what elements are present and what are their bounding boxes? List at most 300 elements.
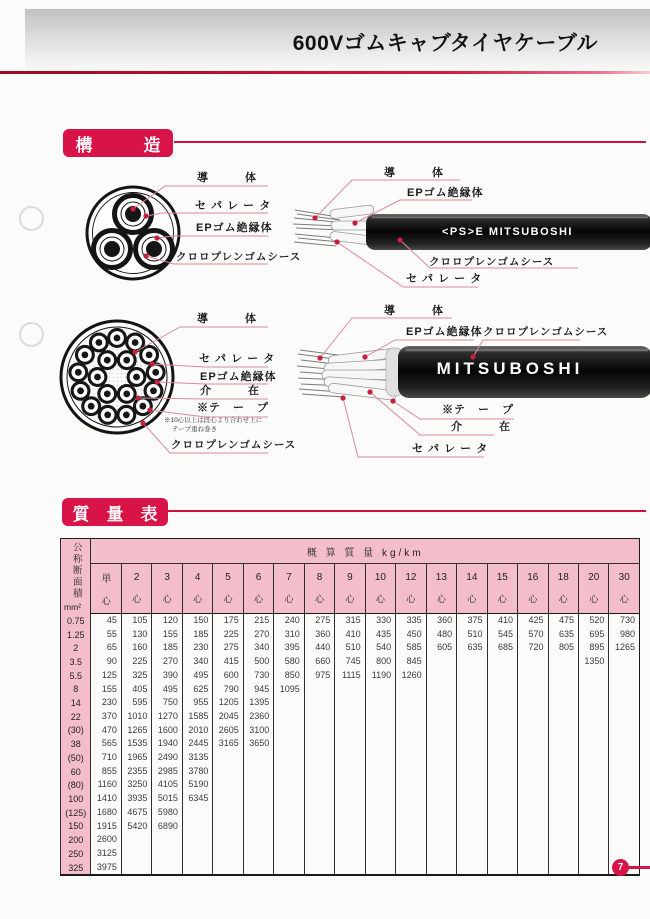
mass-value <box>213 792 243 806</box>
mass-value <box>457 737 487 751</box>
mass-value <box>121 861 151 876</box>
mass-value <box>274 847 304 861</box>
mass-value <box>548 806 578 820</box>
size-label: 14 <box>61 696 91 710</box>
mass-value: 4675 <box>121 806 151 820</box>
mass-value <box>426 847 456 861</box>
size-label: 200 <box>61 833 91 847</box>
mass-value: 185 <box>182 628 212 642</box>
cable-print-large: MITSUBOSHI <box>436 359 584 378</box>
structure-section-header: 構 造 <box>63 129 173 157</box>
mass-value <box>304 778 334 792</box>
size-label: 22 <box>61 710 91 724</box>
mass-value: 1680 <box>91 806 121 820</box>
mass-value <box>457 669 487 683</box>
mass-value <box>396 724 426 738</box>
mass-value: 405 <box>121 683 151 697</box>
mass-value: 845 <box>396 655 426 669</box>
mass-value: 275 <box>213 641 243 655</box>
mass-value: 425 <box>518 614 548 628</box>
mass-value: 3135 <box>182 751 212 765</box>
mass-value <box>213 765 243 779</box>
mass-value: 130 <box>121 628 151 642</box>
mass-value: 510 <box>335 641 365 655</box>
mass-value <box>518 861 548 876</box>
mass-value <box>426 724 456 738</box>
mass-value <box>335 820 365 834</box>
mass-value <box>457 765 487 779</box>
core-count-header: 16 心 <box>518 564 548 614</box>
mass-table-row <box>61 792 640 806</box>
mass-value: 805 <box>548 641 578 655</box>
mass-value <box>609 683 640 697</box>
mass-value <box>243 847 273 861</box>
mass-value: 2600 <box>91 833 121 847</box>
mass-value <box>335 751 365 765</box>
label-separator: セ パ レ ー タ <box>195 200 272 212</box>
mass-value <box>457 655 487 669</box>
core-count-header: 15 心 <box>487 564 517 614</box>
mass-value <box>518 806 548 820</box>
mass-table-row <box>61 751 640 765</box>
mass-value: 90 <box>91 655 121 669</box>
core-count-header: 30 心 <box>609 564 640 614</box>
mass-value: 710 <box>91 751 121 765</box>
mass-value <box>487 765 517 779</box>
mass-value <box>578 751 608 765</box>
mass-value <box>457 696 487 710</box>
mass-value: 340 <box>182 655 212 669</box>
core-count-header: 12 心 <box>396 564 426 614</box>
mass-value <box>365 737 395 751</box>
mass-table-row <box>61 683 640 697</box>
mass-value <box>426 778 456 792</box>
mass-value: 390 <box>152 669 182 683</box>
nominal-area-header: 公称断面積 mm² <box>61 539 91 614</box>
mass-value: 330 <box>365 614 395 628</box>
mass-value <box>578 683 608 697</box>
mass-value: 1010 <box>121 710 151 724</box>
mass-value <box>457 806 487 820</box>
mass-value: 105 <box>121 614 151 628</box>
mass-value <box>548 847 578 861</box>
mass-value <box>365 820 395 834</box>
mass-value: 855 <box>91 765 121 779</box>
mass-value: 5980 <box>152 806 182 820</box>
mass-table-row <box>61 696 640 710</box>
core-count-header: 2 心 <box>121 564 151 614</box>
mass-value: 160 <box>121 641 151 655</box>
mass-value <box>274 710 304 724</box>
mass-value <box>304 820 334 834</box>
mass-value <box>426 696 456 710</box>
mass-value <box>396 751 426 765</box>
mass-value <box>365 847 395 861</box>
label-insulation: EPゴム絶縁体 <box>196 222 273 234</box>
mass-value <box>243 833 273 847</box>
mass-value: 2605 <box>213 724 243 738</box>
mass-value <box>396 737 426 751</box>
mass-value: 730 <box>609 614 640 628</box>
mass-value <box>396 847 426 861</box>
core-count-header: 14 心 <box>457 564 487 614</box>
mass-value <box>578 833 608 847</box>
size-label: 3.5 <box>61 655 91 669</box>
size-label: 250 <box>61 847 91 861</box>
core-count-header: 20 心 <box>578 564 608 614</box>
label-insulation: EPゴム絶縁体 <box>407 187 484 199</box>
mass-value <box>578 710 608 724</box>
size-label: (80) <box>61 778 91 792</box>
mass-value: 3650 <box>243 737 273 751</box>
mass-value: 270 <box>243 628 273 642</box>
multi-core-cross-section <box>61 321 173 433</box>
mass-value: 1965 <box>121 751 151 765</box>
mass-value <box>578 847 608 861</box>
mass-value: 370 <box>91 710 121 724</box>
mass-value <box>274 724 304 738</box>
mass-value: 415 <box>213 655 243 669</box>
page-number-badge: 7 <box>612 859 629 876</box>
title-rule <box>0 71 650 74</box>
size-label: (125) <box>61 806 91 820</box>
mass-value: 895 <box>578 641 608 655</box>
label-conductor: 導 体 <box>197 172 257 184</box>
mass-value <box>548 792 578 806</box>
mass-value <box>213 806 243 820</box>
mass-value <box>457 861 487 876</box>
mass-value <box>274 751 304 765</box>
mass-value <box>548 724 578 738</box>
page-title: 600Vゴムキャブタイヤケーブル <box>292 32 598 55</box>
mass-value <box>243 806 273 820</box>
mass-value: 125 <box>91 669 121 683</box>
mass-value: 3975 <box>91 861 121 876</box>
mass-value <box>609 778 640 792</box>
mass-value: 3250 <box>121 778 151 792</box>
mass-value: 440 <box>304 641 334 655</box>
mass-value <box>335 724 365 738</box>
mass-value <box>426 751 456 765</box>
core-count-header: 3 心 <box>152 564 182 614</box>
mass-value <box>243 792 273 806</box>
mass-value <box>548 710 578 724</box>
mass-table-row <box>61 847 640 861</box>
size-label: 60 <box>61 765 91 779</box>
mass-value: 605 <box>426 641 456 655</box>
mass-value <box>335 806 365 820</box>
core-count-header: 4 心 <box>182 564 212 614</box>
mass-value: 580 <box>274 655 304 669</box>
mass-value: 1190 <box>365 669 395 683</box>
mass-value <box>304 751 334 765</box>
cable-print-small: <PS>E MITSUBOSHI <box>442 226 573 238</box>
size-label: 2 <box>61 641 91 655</box>
mass-value: 2445 <box>182 737 212 751</box>
label-insulation: EPゴム絶縁体 <box>406 326 483 338</box>
mass-value: 325 <box>121 669 151 683</box>
mass-value <box>548 765 578 779</box>
core-count-header: 13 心 <box>426 564 456 614</box>
mass-value: 360 <box>304 628 334 642</box>
mass-value <box>609 833 640 847</box>
mass-value <box>396 820 426 834</box>
mass-value: 155 <box>152 628 182 642</box>
mass-value <box>396 765 426 779</box>
mass-value <box>487 655 517 669</box>
mass-value <box>243 765 273 779</box>
mass-value <box>548 820 578 834</box>
mass-value <box>578 696 608 710</box>
mass-value: 5015 <box>152 792 182 806</box>
mass-value <box>304 792 334 806</box>
size-label: 100 <box>61 792 91 806</box>
label-separator: セ パ レ ー タ <box>199 353 276 365</box>
mass-value: 3935 <box>121 792 151 806</box>
mass-value <box>213 820 243 834</box>
mass-value: 750 <box>152 696 182 710</box>
mass-value <box>335 683 365 697</box>
mass-value: 2355 <box>121 765 151 779</box>
size-label: 38 <box>61 737 91 751</box>
mass-value: 5190 <box>182 778 212 792</box>
mass-value <box>274 765 304 779</box>
mass-value: 395 <box>274 641 304 655</box>
mass-value <box>518 710 548 724</box>
mass-value: 1395 <box>243 696 273 710</box>
mass-value <box>396 683 426 697</box>
size-label: (50) <box>61 751 91 765</box>
mass-value <box>335 710 365 724</box>
mass-value: 540 <box>365 641 395 655</box>
mass-value: 1260 <box>396 669 426 683</box>
mass-value: 565 <box>91 737 121 751</box>
mass-value <box>487 833 517 847</box>
mass-value <box>274 833 304 847</box>
label-separator: セ パ レ ー タ <box>412 443 489 455</box>
label-filler: 介 在 <box>451 421 511 433</box>
mass-value: 315 <box>335 614 365 628</box>
mass-value: 495 <box>152 683 182 697</box>
mass-value: 1410 <box>91 792 121 806</box>
mass-value <box>426 737 456 751</box>
mass-value <box>426 833 456 847</box>
mass-value <box>487 710 517 724</box>
mass-value: 545 <box>487 628 517 642</box>
mass-value: 6890 <box>152 820 182 834</box>
mass-value <box>365 792 395 806</box>
mass-value: 1915 <box>91 820 121 834</box>
mass-value <box>487 847 517 861</box>
mass-value: 275 <box>304 614 334 628</box>
mass-value: 2985 <box>152 765 182 779</box>
mass-value <box>304 861 334 876</box>
mass-value <box>609 710 640 724</box>
mass-value <box>304 833 334 847</box>
mass-value <box>518 683 548 697</box>
mass-value <box>457 778 487 792</box>
mass-value: 585 <box>396 641 426 655</box>
mass-value <box>578 792 608 806</box>
label-sheath: クロロプレンゴムシース <box>429 256 555 268</box>
mass-value: 230 <box>182 641 212 655</box>
label-filler: 介 在 <box>200 385 260 397</box>
mass-value <box>213 751 243 765</box>
mass-value: 3100 <box>243 724 273 738</box>
mass-value: 1205 <box>213 696 243 710</box>
mass-value <box>426 669 456 683</box>
core-count-header: 18 心 <box>548 564 578 614</box>
mass-value <box>365 696 395 710</box>
mass-value <box>304 683 334 697</box>
size-label: 8 <box>61 683 91 697</box>
mass-value <box>426 806 456 820</box>
mass-value: 310 <box>274 628 304 642</box>
mass-value <box>518 655 548 669</box>
mass-value: 185 <box>152 641 182 655</box>
mass-value: 660 <box>304 655 334 669</box>
mass-table <box>60 538 640 876</box>
mass-value <box>304 847 334 861</box>
mass-value: 65 <box>91 641 121 655</box>
mass-value <box>578 765 608 779</box>
mass-value: 2010 <box>182 724 212 738</box>
mass-value: 2360 <box>243 710 273 724</box>
mass-value <box>396 833 426 847</box>
mass-value <box>274 737 304 751</box>
label-sheath: クロロプレンゴムシース <box>171 439 297 451</box>
mass-value <box>365 724 395 738</box>
mass-value <box>213 778 243 792</box>
mass-value <box>457 792 487 806</box>
core-count-header: 単 心 <box>91 564 121 614</box>
mass-value: 510 <box>457 628 487 642</box>
mass-value <box>548 778 578 792</box>
mass-value: 375 <box>457 614 487 628</box>
mass-value: 1160 <box>91 778 121 792</box>
mass-value <box>457 724 487 738</box>
core-count-header: 7 心 <box>274 564 304 614</box>
mass-value <box>335 778 365 792</box>
mass-value <box>182 847 212 861</box>
mass-value <box>426 820 456 834</box>
mass-table-row <box>61 765 640 779</box>
mass-value <box>243 820 273 834</box>
mass-value: 150 <box>182 614 212 628</box>
size-label: 150 <box>61 820 91 834</box>
mass-value <box>548 833 578 847</box>
mass-value: 745 <box>335 655 365 669</box>
mass-value: 225 <box>213 628 243 642</box>
mass-table-row <box>61 669 640 683</box>
mass-value <box>578 737 608 751</box>
mass-value <box>152 833 182 847</box>
mass-value: 475 <box>548 614 578 628</box>
mass-value <box>121 833 151 847</box>
mass-value <box>274 861 304 876</box>
mass-value <box>457 833 487 847</box>
mass-value: 975 <box>304 669 334 683</box>
label-sheath: クロロプレンゴムシース <box>483 326 609 338</box>
mass-value <box>518 751 548 765</box>
mass-value <box>396 861 426 876</box>
mass-value: 595 <box>121 696 151 710</box>
mass-value: 1265 <box>121 724 151 738</box>
size-label: 1.25 <box>61 628 91 642</box>
mass-value <box>548 683 578 697</box>
mass-value: 340 <box>243 641 273 655</box>
mass-value: 230 <box>91 696 121 710</box>
mass-value <box>518 778 548 792</box>
mass-value <box>243 751 273 765</box>
mass-value: 1940 <box>152 737 182 751</box>
mass-value <box>487 683 517 697</box>
mass-value <box>335 696 365 710</box>
mass-value: 1350 <box>578 655 608 669</box>
core-count-header: 6 心 <box>243 564 273 614</box>
mass-value <box>548 696 578 710</box>
mass-value <box>365 833 395 847</box>
mass-section-header: 質 量 表 <box>62 498 168 526</box>
mass-value <box>274 806 304 820</box>
mass-value <box>152 847 182 861</box>
mass-table-row <box>61 655 640 669</box>
mass-value <box>396 806 426 820</box>
mass-value <box>609 847 640 861</box>
mass-table-row <box>61 724 640 738</box>
mass-value <box>487 778 517 792</box>
mass-value <box>304 737 334 751</box>
mass-value <box>335 847 365 861</box>
mass-value <box>609 655 640 669</box>
mass-value <box>487 751 517 765</box>
mass-value <box>578 778 608 792</box>
mass-value <box>426 710 456 724</box>
mass-value <box>518 820 548 834</box>
mass-value <box>457 820 487 834</box>
mass-value <box>121 847 151 861</box>
size-label: 0.75 <box>61 614 91 628</box>
mass-value <box>548 861 578 876</box>
mass-value: 1270 <box>152 710 182 724</box>
mass-table-row <box>61 641 640 655</box>
mass-value <box>518 792 548 806</box>
mass-value <box>578 820 608 834</box>
mass-value <box>365 778 395 792</box>
mass-value: 55 <box>91 628 121 642</box>
mass-value: 410 <box>487 614 517 628</box>
tape-note-line1: ※10心以上は段心より合わせ上に <box>164 417 263 424</box>
structure-diagrams <box>0 160 650 490</box>
mass-value: 800 <box>365 655 395 669</box>
mass-value: 695 <box>578 628 608 642</box>
label-tape: ※テ ー プ <box>442 404 514 416</box>
mass-value <box>578 861 608 876</box>
mass-value: 635 <box>548 628 578 642</box>
mass-value <box>243 861 273 876</box>
mass-value <box>396 792 426 806</box>
mass-value <box>426 765 456 779</box>
mass-value <box>487 724 517 738</box>
label-tape: ※テ ー プ <box>197 402 269 414</box>
mass-value: 1265 <box>609 641 640 655</box>
mass-value: 360 <box>426 614 456 628</box>
mass-value <box>365 751 395 765</box>
mass-value: 4105 <box>152 778 182 792</box>
mass-table-row <box>61 628 640 642</box>
mass-value <box>335 792 365 806</box>
mass-section-rule <box>168 510 646 512</box>
